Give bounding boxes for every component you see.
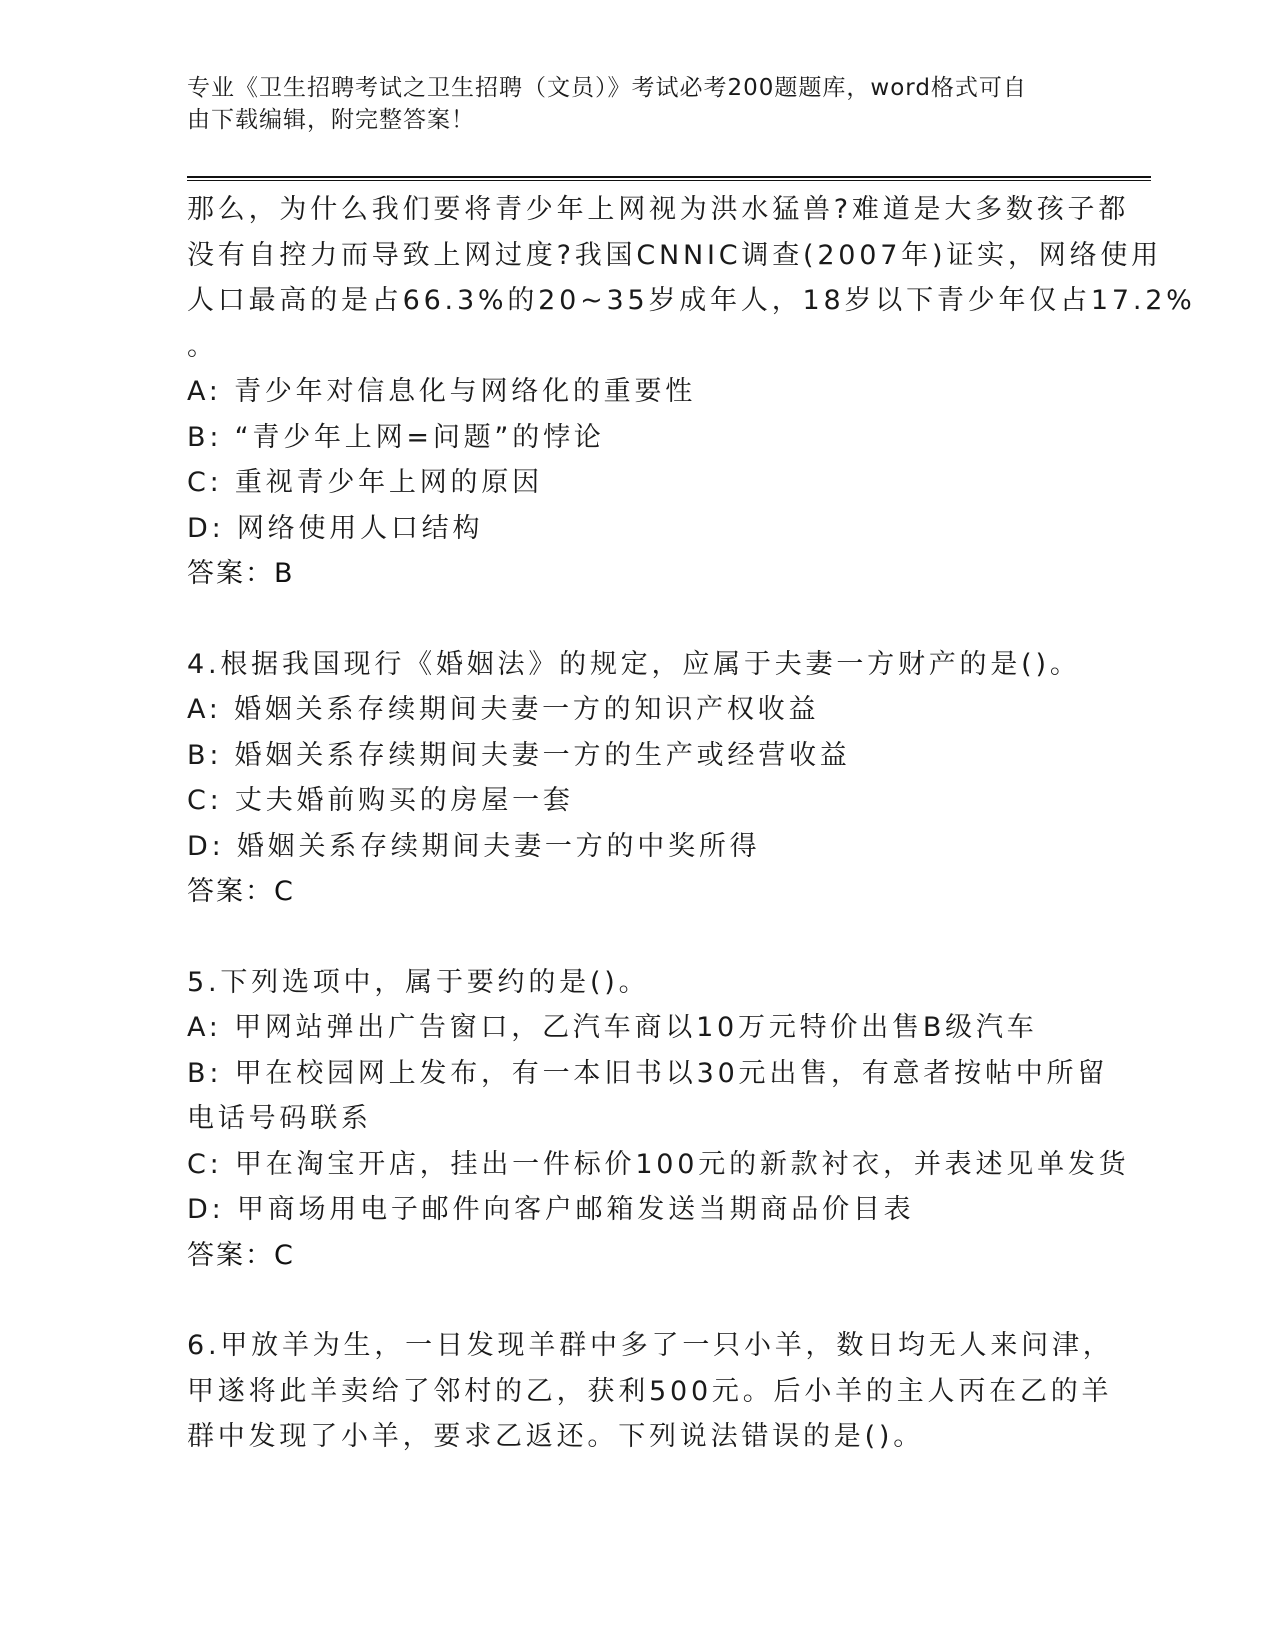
option-b: B: 婚姻关系存续期间夫妻一方的生产或经营收益 [187,739,851,771]
spacer [187,1278,1087,1323]
header-title-line-1: 专业《卫生招聘考试之卫生招聘（文员）》考试必考200题题库，word格式可自 [187,75,1027,101]
option-c: C: 丈夫婚前购买的房屋一套 [187,785,574,816]
answer-line: 答案：C [187,1239,295,1271]
header-title-line-2: 由下载编辑，附完整答案！ [187,107,475,133]
option-c: C: 重视青少年上网的原因 [187,467,543,498]
header-divider-thin [187,180,1151,181]
question-stem: 4.根据我国现行《婚姻法》的规定，应属于夫妻一方财产的是()。 [187,648,1081,680]
option-d: D: 网络使用人口结构 [187,512,484,544]
option-a: A: 婚姻关系存续期间夫妻一方的知识产权收益 [187,694,820,725]
question-5 [187,960,1130,1279]
question-stem-line: 。 [187,330,218,362]
option-a: A: 甲网站弹出广告窗口，乙汽车商以10万元特价出售B级汽车 [187,1012,1038,1043]
answer-line: 答案：C [187,876,295,907]
option-c: C: 甲在淘宝开店，挂出一件标价100元的新款衬衣，并表述见单发货 [187,1148,1130,1180]
question-stem-line: 甲遂将此羊卖给了邻村的乙，获利500元。后小羊的主人丙在乙的羊 [187,1375,1113,1407]
spacer [187,597,1087,642]
option-b-line-1: B: 甲在校园网上发布，有一本旧书以30元出售，有意者按帖中所留 [187,1057,1109,1089]
spacer [187,915,1087,960]
question-stem-line: 那么，为什么我们要将青少年上网视为洪水猛兽?难道是大多数孩子都 [187,194,1130,225]
question-6 [187,1323,1114,1460]
question-stem: 5.下列选项中，属于要约的是()。 [187,966,650,998]
document-header [187,72,1087,136]
question-stem-line: 没有自控力而导致上网过度?我国CNNIC调查(2007年)证实，网络使用 [187,239,1162,271]
option-b: B: “青少年上网=问题”的悖论 [187,421,605,453]
option-d: D: 甲商场用电子邮件向客户邮箱发送当期商品价目表 [187,1194,915,1225]
document-body [187,187,1196,1460]
option-b-line-2: 电话号码联系 [187,1103,372,1134]
question-stem-line: 人口最高的是占66.3%的20~35岁成年人，18岁以下青少年仅占17.2% [187,285,1196,316]
question-stem-line: 群中发现了小羊，要求乙返还。下列说法错误的是()。 [187,1421,925,1452]
answer-line: 答案：B [187,558,295,589]
option-a: A: 青少年对信息化与网络化的重要性 [187,376,697,407]
question-3 [187,187,1196,597]
question-stem-line: 6.甲放羊为生，一日发现羊群中多了一只小羊，数日均无人来问津， [187,1330,1114,1361]
question-4 [187,642,1087,915]
header-divider-thick [187,176,1151,178]
option-d: D: 婚姻关系存续期间夫妻一方的中奖所得 [187,830,761,862]
